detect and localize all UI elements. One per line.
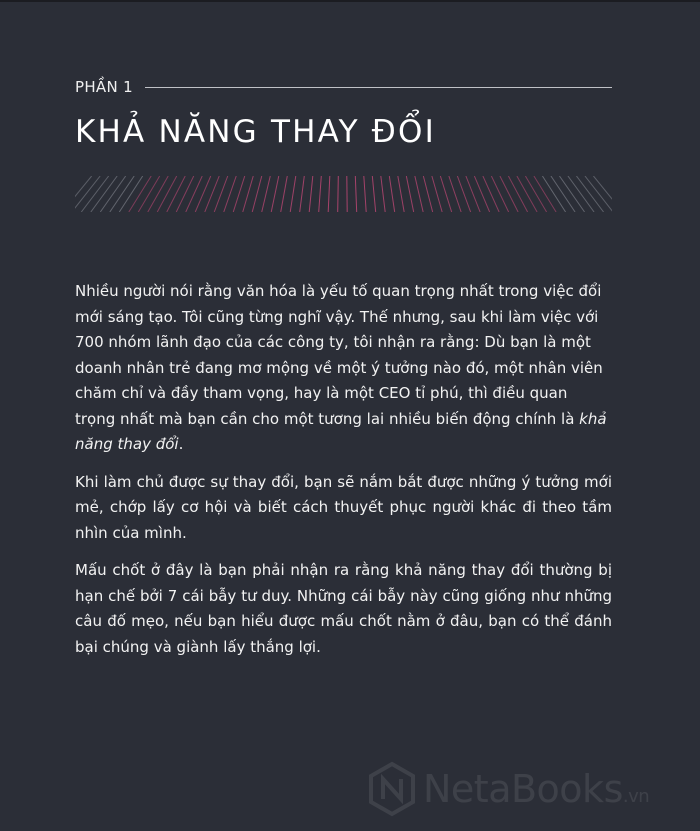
ornament-ray [415,176,423,212]
ornament-ray [440,176,451,212]
ornament-ray [186,176,202,212]
ornament-ray [338,176,339,212]
body-text [75,279,612,672]
ornament-ray [355,176,356,212]
ornament-ray [525,176,546,212]
ornament-ray [233,176,244,212]
ornament-ray [517,176,537,212]
ornament-ray [328,176,330,212]
ornament-ray [281,176,288,212]
ornament-ray [75,176,92,212]
paragraph-1 [75,279,612,458]
paragraph-3: Mấu chốt ở đây là bạn phải nhận ra rằng khả năng thay đổi thường bị hạn chế bởi 7 cái bẫy tư duy. Những cái bẫy này cũng giống như những câu đố mẹo, nếu bạn hiểu được mấu chốt nằm ở đâu, bạn có thể đánh bại chúng và giành lấy thắng lợi. [75,561,612,656]
ornament-ray [262,176,271,212]
paragraph-1-end: . [178,435,184,453]
ornament-ray [534,176,556,212]
ornament-ray [319,176,322,212]
top-edge-border [0,0,700,2]
ornament-ray [243,176,254,212]
ornament-ray [195,176,210,212]
ornament-ray [423,176,432,212]
ornament-ray [389,176,394,212]
paragraph-2: Khi làm chủ được sự thay đổi, bạn sẽ nắm bắt được những ý tưởng mới mẻ, chớp lấy cơ hội và biết cách thuyết phục người khác đi theo tầm nhìn của mình. [75,472,612,542]
paragraph-1-text: Nhiều người nói rằng văn hóa là yếu tố quan trọng nhất trong việc đổi mới sáng tạo. Tôi cũng từng nghĩ vậy. Thế nhưng, sau khi làm việc với 700 nhóm lãnh đạo của các công ty, tôi nhận ra rằng: Dù bạn là một doanh nhân trẻ đang mơ mộng về một ý tưởng nào đó, một nhân viên chăm chỉ và đầy tham vọng, hay là một CEO tỉ phú, thì điều quan trọng nhất mà bạn cần cho một tương lai nhiều biến động chính là [75,282,603,428]
ornament-ray [309,176,313,212]
ornament-ray [129,176,151,212]
ornament-ray [157,176,176,212]
ornament-ray [466,176,480,212]
ornament-ray [252,176,262,212]
part-divider-line [145,87,612,88]
ornament-ray [474,176,489,212]
ornament-ray [398,176,404,212]
ornament-ray [300,176,305,212]
hexagon-n-logo-icon [367,761,417,817]
netabooks-watermark [367,759,649,819]
ornament-ray [381,176,385,212]
ornament-ray [148,176,168,212]
ornament-ray [167,176,185,212]
ornament-ray [483,176,499,212]
ornament-ray [271,176,279,212]
chapter-title: KHẢ NĂNG THAY ĐỔI [75,114,436,150]
watermark-text [423,767,649,811]
watermark-brand: NetaBooks [423,767,623,811]
watermark-tld: .vn [622,786,650,807]
ornament-ray [364,176,366,212]
ornament-ray [205,176,219,212]
paragraph-1-emphasis: khả năng thay đổi [75,409,607,453]
part-label: PHẦN 1 [75,78,133,96]
ornament-ray [406,176,413,212]
ornament-ray [372,176,375,212]
ornament-ray [500,176,518,212]
ornament-ray [508,176,527,212]
ornament-ray [290,176,296,212]
part-header [75,76,612,98]
ornament-ray [138,176,159,212]
ornament-ray [432,176,442,212]
ornament-ray [491,176,508,212]
ornament-ray [176,176,193,212]
sunburst-line-ornament [75,176,612,212]
